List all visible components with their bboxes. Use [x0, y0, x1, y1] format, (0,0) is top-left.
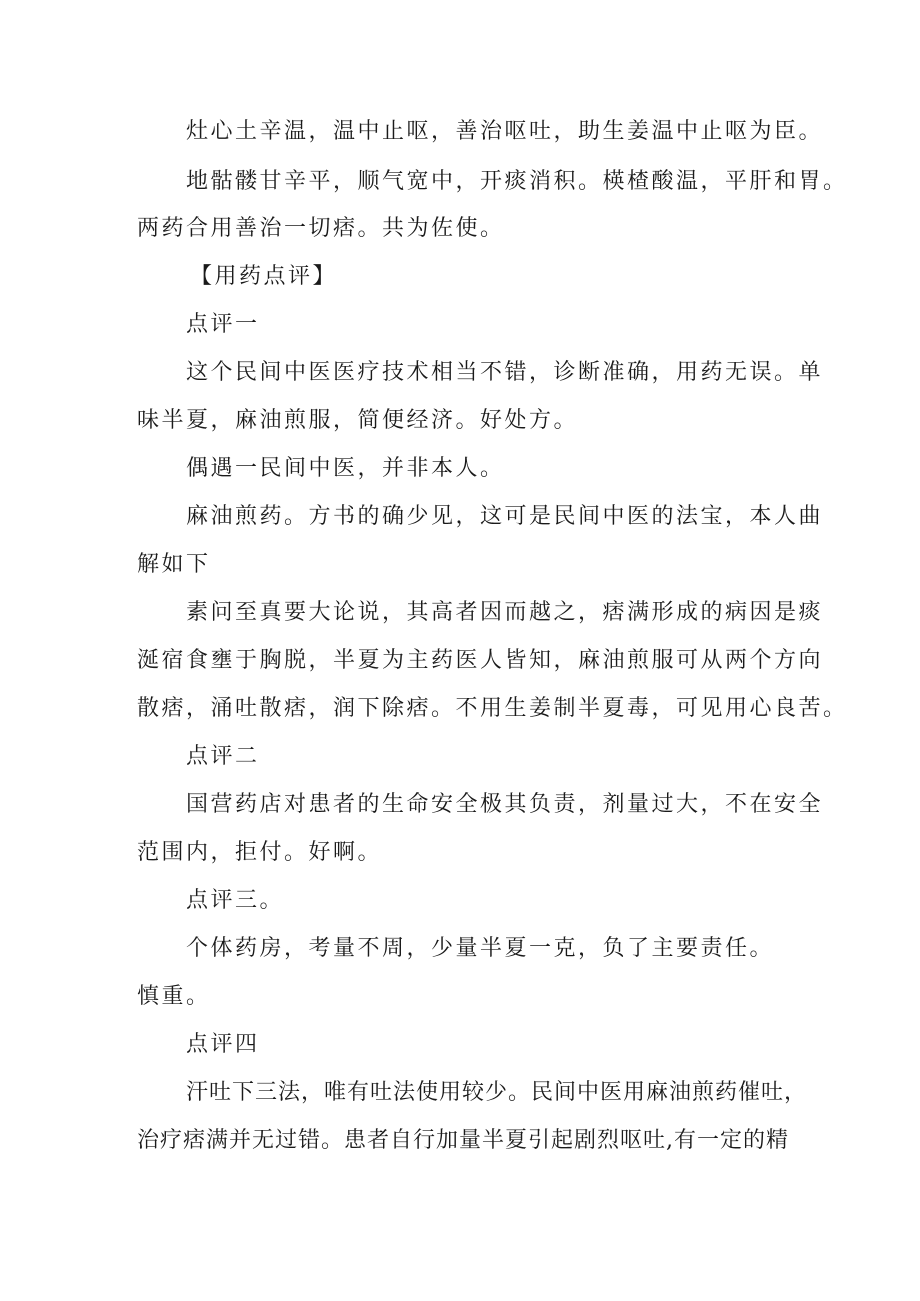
paragraph-line: 涎宿食壅于胸脱，半夏为主药医人皆知，麻油煎服可从两个方向: [137, 648, 824, 673]
paragraph-line: 个体药房，考量不周，少量半夏一克，负了主要责任。: [186, 936, 775, 961]
section-heading: 【用药点评】: [190, 264, 338, 289]
subheading: 点评一: [186, 312, 260, 337]
subheading: 点评三。: [186, 888, 285, 913]
subheading: 点评二: [186, 744, 260, 769]
paragraph-line: 素问至真要大论说，其高者因而越之，痞满形成的病因是痰: [186, 600, 824, 625]
paragraph-line: 治疗痞满并无过错。患者自行加量半夏引起剧烈呕吐,有一定的精: [137, 1128, 789, 1153]
paragraph-line: 两药合用善治一切痞。共为佐使。: [137, 216, 505, 241]
paragraph-line: 麻油煎药。方书的确少见，这可是民间中医的法宝，本人曲: [186, 504, 824, 529]
paragraph-line: 解如下: [137, 552, 211, 577]
paragraph-line: 国营药店对患者的生命安全极其负责，剂量过大，不在安全: [186, 792, 824, 817]
paragraph-line: 偶遇一民间中医，并非本人。: [186, 456, 505, 481]
paragraph-line: 散痞，涌吐散痞，润下除痞。不用生姜制半夏毒，可见用心良苦。: [137, 696, 848, 721]
paragraph-line: 范围内，拒付。好啊。: [137, 840, 383, 865]
paragraph-line: 这个民间中医医疗技术相当不错，诊断准确，用药无误。单: [186, 360, 824, 385]
subheading: 点评四: [186, 1032, 260, 1057]
paragraph-line: 味半夏，麻油煎服，简便经济。好处方。: [137, 408, 579, 433]
paragraph-line: 灶心土辛温，温中止呕，善治呕吐，助生姜温中止呕为臣。: [186, 119, 824, 144]
paragraph-line: 慎重。: [137, 984, 211, 1009]
paragraph-line: 汗吐下三法，唯有吐法使用较少。民间中医用麻油煎药催吐，: [186, 1080, 808, 1105]
paragraph-line: 地骷髅甘辛平，顺气宽中，开痰消积。楧楂酸温，平肝和胃。: [186, 169, 848, 194]
